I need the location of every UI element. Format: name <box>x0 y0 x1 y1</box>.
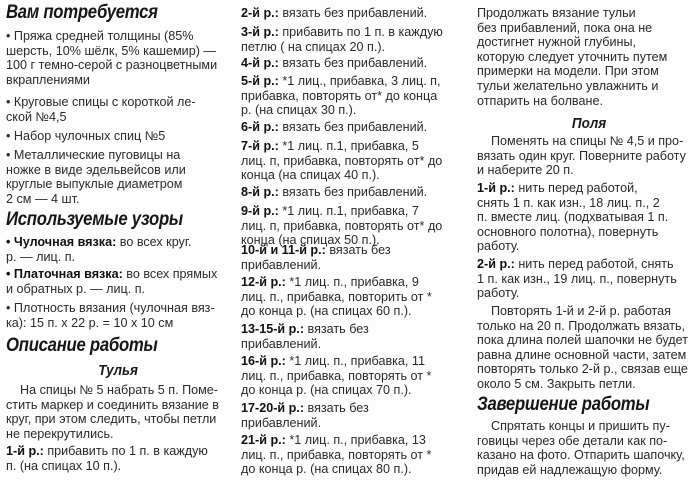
crown-row <box>241 433 461 477</box>
row-label: 4-й р.: <box>241 56 279 70</box>
text-line <box>241 322 461 337</box>
row-label: 5-й р.: <box>241 74 279 88</box>
crown-row <box>241 354 461 398</box>
heading-finishing: Завершение работы <box>477 394 650 415</box>
text-line <box>477 94 695 109</box>
text-line <box>477 163 695 178</box>
text-line <box>477 210 695 225</box>
brim-row-2 <box>477 257 695 301</box>
line-text: *1 лиц. п.1, прибавка, 7 <box>278 204 419 218</box>
row-label: • Платочная вязка: <box>6 267 123 281</box>
crown-row <box>241 120 461 135</box>
text-line <box>6 301 228 316</box>
crown-row <box>241 139 461 183</box>
line-text: р. — лиц. п. <box>6 249 76 264</box>
text-line <box>241 56 461 71</box>
line-text: Поменять на спицы № 4,5 и про- <box>477 134 684 148</box>
pattern-item <box>6 267 228 296</box>
line-text: вкраплениями <box>6 72 90 87</box>
line-text: вязать без <box>325 243 391 257</box>
line-text: достигнет нужной глубины, <box>477 35 637 50</box>
row-label: • Чулочная вязка: <box>6 235 117 249</box>
line-text: пока длина полей шапочки не будет <box>477 333 688 348</box>
line-text: *1 лиц. п., прибавка, 11 <box>285 354 425 368</box>
row-label: 10-й и 11-й р.: <box>241 243 326 257</box>
line-text: лиц. п., прибавка, повторять от * <box>241 368 432 383</box>
text-line <box>6 383 228 398</box>
subheading-brim: Поля <box>571 115 607 132</box>
line-text: говицы через обе детали как по- <box>477 433 668 448</box>
line-text: вязать один круг. Поверните работу <box>477 148 686 163</box>
line-text: петлю ( на спицах 20 п.). <box>241 39 386 54</box>
text-line <box>241 448 461 463</box>
line-text: казано на фото. Отпарить шапочку, <box>477 448 685 463</box>
text-line <box>6 192 228 207</box>
text-line <box>477 348 695 363</box>
line-text: без прибавлений, пока она не <box>477 20 653 35</box>
crown-row <box>241 25 461 54</box>
line-text: Продолжать вязание тульи <box>477 6 636 20</box>
line-text: около 5 см. Закрыть петли. <box>477 376 636 391</box>
row-label: 7-й р.: <box>241 139 279 153</box>
text-line <box>477 448 695 463</box>
line-text: ножке в виде эдельвейсов или <box>6 162 186 177</box>
text-line <box>477 333 695 348</box>
subheading-crown: Тулья <box>98 362 138 379</box>
line-text: лиц. п., прибавка, повторять от * <box>241 447 432 462</box>
text-line <box>477 196 695 211</box>
row-label: 1-й р.: <box>477 181 515 195</box>
text-line <box>6 282 228 297</box>
brim-repeat <box>477 304 695 392</box>
line-text: • Металлические пуговицы на <box>6 148 181 162</box>
line-text: круг, при этом следить, чтобы петли <box>6 412 217 427</box>
text-line <box>477 225 695 240</box>
line-text: равна длине основной части, затем <box>477 347 687 362</box>
row-label: 13-15-й р.: <box>241 322 305 336</box>
line-text: прибавить по 1 п. в каждую <box>43 444 208 458</box>
row-label: 8-й р.: <box>241 185 279 199</box>
text-line <box>241 185 461 200</box>
line-text: до конца р. (на спицах 80 п.). <box>241 462 412 477</box>
text-line <box>6 44 228 59</box>
text-line <box>477 134 695 149</box>
row-label: 16-й р.: <box>241 354 286 368</box>
crown-row <box>241 243 461 272</box>
row-label: 3-й р.: <box>241 25 279 39</box>
text-line <box>6 316 228 331</box>
line-text: которую следует уточнить путем <box>477 49 668 64</box>
line-text: до конца р. (на спицах 60 п.). <box>241 304 412 319</box>
text-line <box>6 73 228 88</box>
text-line <box>6 129 228 144</box>
line-text: прибавлений. <box>241 336 322 351</box>
pattern-item <box>6 235 228 264</box>
text-line <box>477 149 695 164</box>
text-line <box>477 6 695 21</box>
text-line <box>477 64 695 79</box>
line-text: 2 см — 4 шт. <box>6 191 80 206</box>
line-text: прибавлений. <box>241 257 322 272</box>
crown-continue <box>477 6 695 108</box>
text-line <box>241 40 461 55</box>
line-text: прибавлений. <box>241 415 322 430</box>
line-text: и наберите 20 п. <box>477 163 574 178</box>
line-text: вязать без прибавлений. <box>278 185 428 199</box>
line-text: *1 лиц. п., прибавка, 9 <box>285 275 419 289</box>
line-text: шерсть, 10% шёлк, 5% кашемир) — <box>6 43 216 58</box>
crown-intro <box>6 383 228 441</box>
text-line <box>241 89 461 104</box>
line-text: круглые выпуклые диаметром <box>6 177 183 192</box>
row-label: 9-й р.: <box>241 204 279 218</box>
text-line <box>241 290 461 305</box>
line-text: прибавка, повторять от* до конца <box>241 88 438 103</box>
text-line <box>6 148 228 163</box>
line-text: п. вместе лиц. (подхватывая 1 п. <box>477 210 669 225</box>
line-text: ка): 15 п. х 22 р. = 10 х 10 см <box>6 315 174 330</box>
text-line <box>6 163 228 178</box>
line-text: нить перед работой, <box>514 181 638 195</box>
text-line <box>477 35 695 50</box>
line-text: и обратных р. — лиц. п. <box>6 281 146 296</box>
line-text: конца (на спицах 40 п.). <box>241 168 380 183</box>
line-text: р. (на спицах 30 п.). <box>241 103 357 118</box>
line-text: • Плотность вязания (чулочная вяз- <box>6 301 215 315</box>
text-line <box>477 239 695 254</box>
line-text: 1 п. как изн., 19 лиц. п., повернуть <box>477 271 677 286</box>
text-line <box>477 21 695 36</box>
row-label: 17-20-й р.: <box>241 401 305 415</box>
text-line <box>6 177 228 192</box>
text-line <box>477 319 695 334</box>
row-label: 6-й р.: <box>241 120 279 134</box>
crown-row <box>241 275 461 319</box>
line-text: до конца р. (на спицах 70 п.). <box>241 383 412 398</box>
text-line <box>477 463 695 478</box>
text-line <box>241 204 461 219</box>
line-text: *1 лиц., прибавка, 3 лиц. п, <box>278 74 441 88</box>
line-text: п. (на спицах 10 п.). <box>6 458 122 473</box>
text-line <box>6 267 228 282</box>
line-text: вязать без прибавлений. <box>278 56 428 70</box>
text-line <box>241 416 461 431</box>
text-line <box>241 219 461 234</box>
line-text: Спрятать концы и пришить пу- <box>477 419 670 433</box>
text-line <box>6 427 228 442</box>
line-text: • Пряжа средней толщины (85% <box>6 29 194 43</box>
row-label: 21-й р.: <box>241 433 286 447</box>
text-line <box>477 286 695 301</box>
text-line <box>241 139 461 154</box>
text-line <box>241 383 461 398</box>
text-line <box>477 419 695 434</box>
line-text: На спицы № 5 набрать 5 п. Поме- <box>6 383 218 397</box>
materials-item <box>6 148 228 206</box>
text-line <box>477 50 695 65</box>
row-label: 1-й р.: <box>6 444 44 458</box>
text-line <box>477 79 695 94</box>
text-line <box>6 459 228 474</box>
crown-row <box>241 185 461 200</box>
text-line <box>241 154 461 169</box>
text-line <box>477 434 695 449</box>
text-line <box>241 433 461 448</box>
text-line <box>241 401 461 416</box>
line-text: отпарить на болване. <box>477 93 603 108</box>
line-text: лиц. п, прибавка, повторять от* до <box>241 218 443 233</box>
text-line <box>241 369 461 384</box>
text-line <box>241 25 461 40</box>
text-line <box>6 444 228 459</box>
text-line <box>6 58 228 73</box>
line-text: прибавить по 1 п. в каждую <box>278 25 443 39</box>
text-line <box>477 181 695 196</box>
crown-row <box>241 74 461 118</box>
text-line <box>6 412 228 427</box>
materials-item <box>6 29 228 87</box>
row-label: 2-й р.: <box>477 257 515 271</box>
row-label: 12-й р.: <box>241 275 286 289</box>
text-line <box>241 74 461 89</box>
text-line <box>241 6 461 21</box>
text-line <box>6 398 228 413</box>
pattern-item <box>6 301 228 330</box>
line-text: Повторять 1-й и 2-й р. работая <box>477 304 672 318</box>
line-text: снять 1 п. как изн., 18 лиц. п., 2 <box>477 195 660 210</box>
crown-row <box>241 204 461 248</box>
line-text: вязать без прибавлений. <box>278 120 428 134</box>
crown-row <box>241 401 461 430</box>
brim-intro <box>477 134 695 178</box>
text-line <box>241 243 461 258</box>
line-text: стить маркер и соединить вязание в <box>6 397 219 412</box>
line-text: во всех прямых <box>122 267 218 281</box>
heading-materials: Вам потребуется <box>6 2 158 23</box>
crown-row-1 <box>6 444 228 473</box>
line-text: вязать без <box>304 322 369 336</box>
finishing-text <box>477 419 695 477</box>
materials-item <box>6 129 228 144</box>
text-line <box>6 250 228 265</box>
line-text: не перекрутились. <box>6 426 114 441</box>
text-line <box>477 377 695 392</box>
line-text: ской №4,5 <box>6 109 67 124</box>
line-text: нить перед работой, снять <box>514 257 674 271</box>
line-text: тульи желательно увлажнить и <box>477 78 659 93</box>
line-text: работу. <box>477 286 520 301</box>
text-line <box>241 103 461 118</box>
crown-row <box>241 6 461 21</box>
text-line <box>241 275 461 290</box>
line-text: основного полотна), повернуть <box>477 224 659 239</box>
text-line <box>477 362 695 377</box>
text-line <box>241 304 461 319</box>
text-line <box>6 110 228 125</box>
text-line <box>241 462 461 477</box>
crown-row <box>241 322 461 351</box>
line-text: повторять только 2-й р., связав еще <box>477 362 688 377</box>
line-text: • Набор чулочных спиц №5 <box>6 129 166 143</box>
line-text: только на 20 п. Продолжать вязать, <box>477 318 686 333</box>
row-label: 2-й р.: <box>241 6 279 20</box>
line-text: *1 лиц. п.1, прибавка, 5 <box>278 139 419 153</box>
line-text: работу. <box>477 239 520 254</box>
text-line <box>241 258 461 273</box>
heading-description: Описание работы <box>6 335 158 356</box>
text-line <box>241 120 461 135</box>
line-text: вязать без <box>304 401 369 415</box>
text-line <box>6 235 228 250</box>
heading-patterns: Используемые узоры <box>6 209 183 230</box>
line-text: во всех круг. <box>116 235 192 249</box>
line-text: придав ей надлежащую форму. <box>477 462 663 477</box>
text-line <box>6 95 228 110</box>
materials-item <box>6 95 228 124</box>
crown-row <box>241 56 461 71</box>
line-text: лиц. п., прибавка, повторить от * <box>241 289 432 304</box>
line-text: вязать без прибавлений. <box>278 6 428 20</box>
line-text: лиц. п, прибавка, повторять от* до <box>241 153 443 168</box>
line-text: *1 лиц. п., прибавка, 13 <box>285 433 426 447</box>
text-line <box>241 168 461 183</box>
text-line <box>477 272 695 287</box>
line-text: • Круговые спицы с короткой ле- <box>6 95 196 109</box>
line-text: примерки на модели. При этом <box>477 64 659 79</box>
line-text: 100 г темно-серой с разноцветными <box>6 58 218 73</box>
text-line <box>241 354 461 369</box>
text-line <box>241 337 461 352</box>
text-line <box>6 29 228 44</box>
text-line <box>477 257 695 272</box>
line-text: конца (на спицах 50 п.). <box>241 233 380 248</box>
brim-row-1 <box>477 181 695 254</box>
text-line <box>477 304 695 319</box>
